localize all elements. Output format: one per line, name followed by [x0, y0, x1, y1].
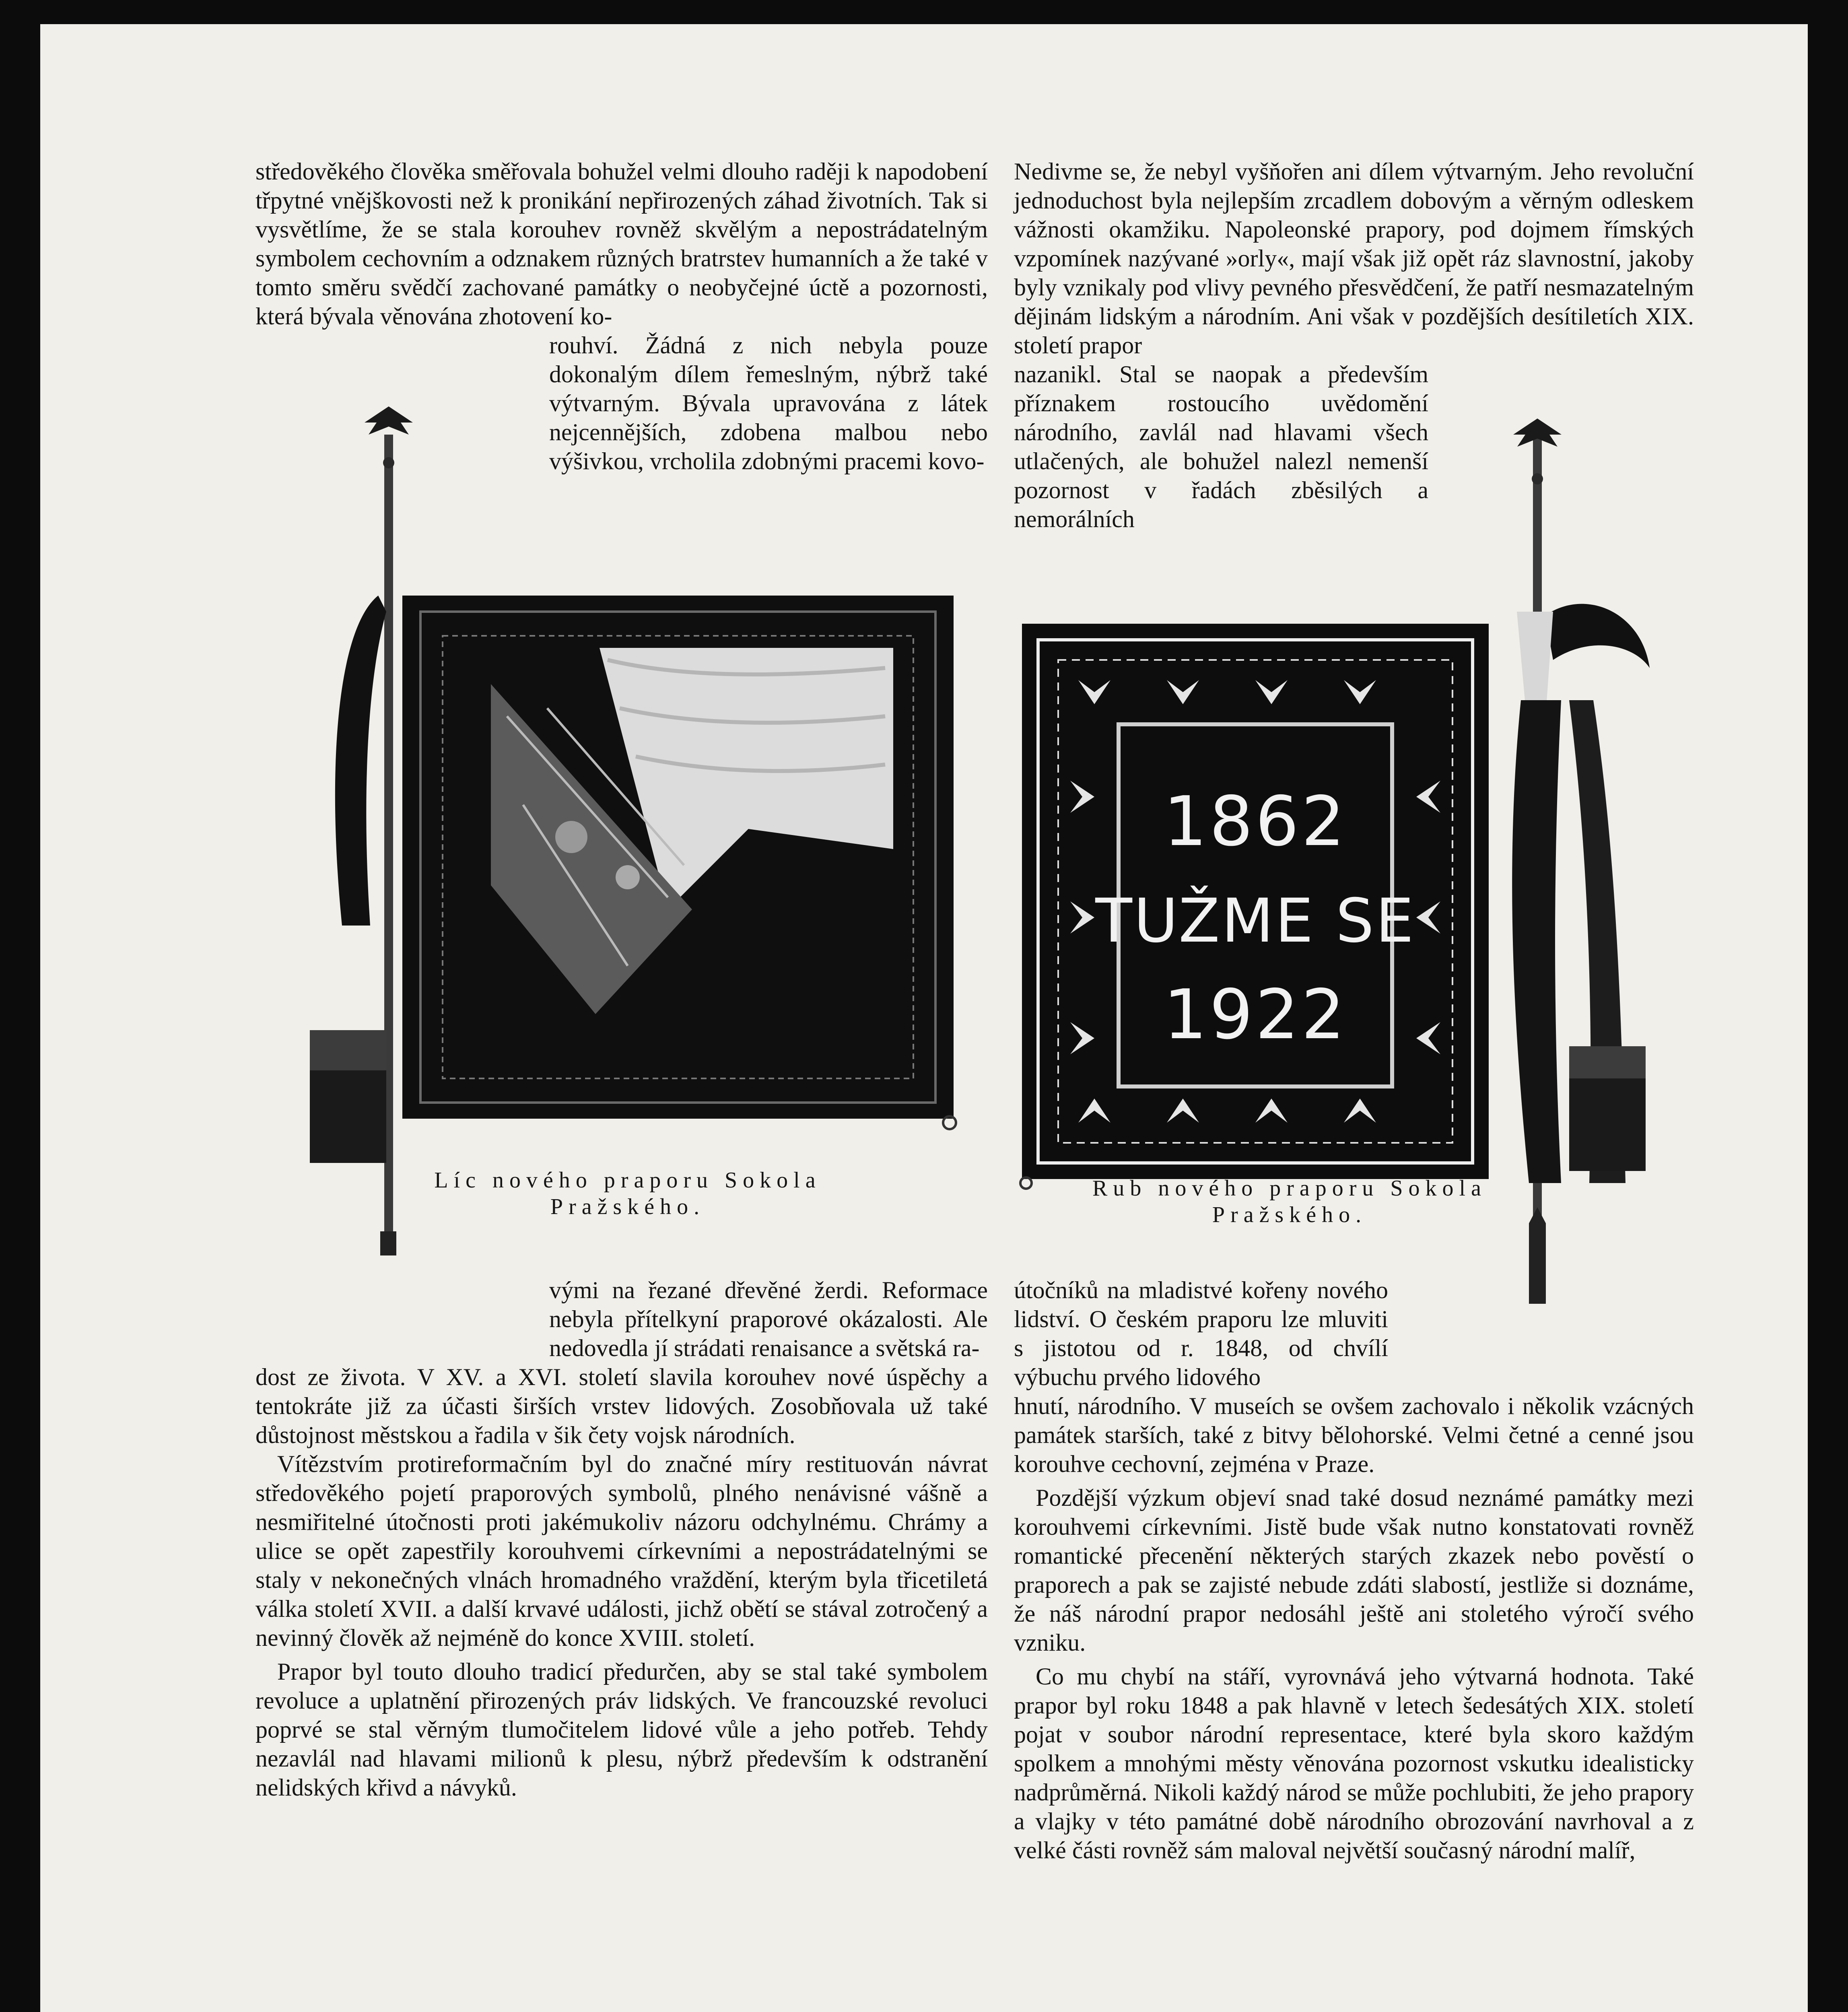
- paragraph: Vítězstvím protireformačním byl do značné míry restituován návrat středověkého pojetí praporových symbolů, plného nenávisné vášně a nesmiřitelné útočnosti proti jakémukoliv názoru odchylnému. Chrámy a ulice se opět zapestřily korouhvemi církevními a nepostrádatelnými se staly v nekonečných vlnách hromadného vraždění, kterým byla třicetiletá válka století XVII. a další krvavé události, jichž obětí se stával zotročený a nevinný člověk až nejméně do konce XVIII. století.: [255, 1451, 988, 1651]
- paragraph-wrapped: rouhví. Žádná z nich nebyla pouze dokonalým dílem řemeslným, nýbrž také výtvarným. Bývala upravována z látek nejcennějších, zdobena malbou nebo výšivkou, vrcholila zdobnými pracemi kovo-: [549, 332, 988, 474]
- caption-left: [306, 1167, 950, 1220]
- flag-motto: TUŽME SE: [1095, 886, 1415, 956]
- flag-year-bottom: 1922: [1163, 975, 1347, 1055]
- paragraph: Prapor byl touto dlouho tradicí předurčen, aby se stal také symbolem revoluce a uplatnění přirozených práv lidských. Ve francouzské revoluci poprvé se stal věrným tlumočitelem lidové vůle a jeho potřeb. Tehdy nezavlál nad hlavami milionů k plesu, nýbrž především k odstranění nelidských křivd a návyků.: [255, 1658, 988, 1801]
- caption-left-line2: Pražského.: [550, 1194, 705, 1219]
- paragraph: Pozdější výzkum objeví snad také dosud neznámé památky mezi korouhvemi církevními. Jistě bude však nutno konstatovati rovněž romantické přecenění některých starých zkazek nebo pověstí o praporech a pak se zajisté nebude zdáti slabostí, jestliže si doznáme, že náš národní prapor nedosáhl ještě ani stoletého výročí svého vzniku.: [1014, 1484, 1694, 1656]
- caption-right-line2: Pražského.: [1212, 1202, 1367, 1227]
- caption-right: [1022, 1175, 1557, 1228]
- caption-left-line1: Líc nového praporu Sokola: [434, 1168, 821, 1193]
- scanned-page: [40, 24, 1808, 2012]
- paragraph-wrapped: vými na řezané dřevěné žerdi. Reformace nebyla přítelkyní praporové okázalosti. Ale nedovedla jí strádati renaisance a světská ra-: [549, 1277, 988, 1361]
- flag-year-top: 1862: [1163, 782, 1347, 862]
- figure-flag-obverse: [266, 402, 958, 1260]
- paragraph: Co mu chybí na stáří, vyrovnává jeho výtvarná hodnota. Také prapor byl roku 1848 a pak hlavně v letech šedesátých XIX. století pojat v soubor národní representace, které byla skoro každým spolkem a mnohými městy věnována pozornost vskutku idealisticky nadprůměrná. Nikoli každý národ se může pochlubiti, že jeho prapory a vlajky v této památné době národního obrozování navrhoval a z velké části rovněž sám maloval největší současný národní malíř,: [1014, 1663, 1694, 1864]
- paragraph: dost ze života. V XV. a XVI. století slavila korouhev nové úspěchy a tentokráte již za účasti širších vrstev lidových. Zosobňovala už také důstojnost městskou a řadila v šik čety vojsk národních.: [255, 1364, 988, 1448]
- column-left-bottom: [255, 1276, 988, 1802]
- paragraph: hnutí, národního. V museích se ovšem zachovalo i několik vzácných památek starších, také z bitvy bělohorské. Velmi četné a cenné jsou korouhve cechovní, zejména v Praze.: [1014, 1393, 1694, 1477]
- caption-right-line1: Rub nového praporu Sokola: [1092, 1176, 1487, 1201]
- column-right-bottom: [1014, 1276, 1694, 1865]
- paragraph: středověkého člověka směřovala bohužel velmi dlouho raději k napodobení třpytné vnějškovosti než k pronikání nepřirozených záhad životních. Tak si vysvětlíme, že se stala korouhev rovněž skvělým a nepostrádatelným symbolem cechovním a odznakem různých bratrstev humanních a že také v tomto směru svědčí zachované památky o neobyčejné úctě a pozornosti, která bývala věnována zhotovení ko-: [255, 158, 988, 330]
- paragraph: Nedivme se, že nebyl vyšňořen ani dílem výtvarným. Jeho revoluční jednoduchost byla nejlepším zrcadlem dobovým a věrným odleskem vážnosti okamžiku. Napoleonské prapory, pod dojmem římských vzpomínek nazývané »orly«, mají však již opět ráz slavnostní, jakoby byly vznikaly pod vlivy pevného přesvědčení, že patří nesmazatelným dějinám lidským a národním. Ani však v pozdějších desítiletích XIX. století prapor: [1014, 158, 1694, 359]
- paragraph-wrapped: útočníků na mladistvé kořeny nového lidství. O českém praporu lze mluviti s jistotou od r. 1848, od chvílí výbuchu prvého lidového: [1014, 1277, 1388, 1390]
- paragraph-wrapped: nazanikl. Stal se naopak a především příznakem rostoucího uvědomění národního, zavlál nad hlavami všech utlačených, ale bohužel nalezl nemenší pozornost v řadách zběsilých a nemorálních: [1014, 361, 1428, 532]
